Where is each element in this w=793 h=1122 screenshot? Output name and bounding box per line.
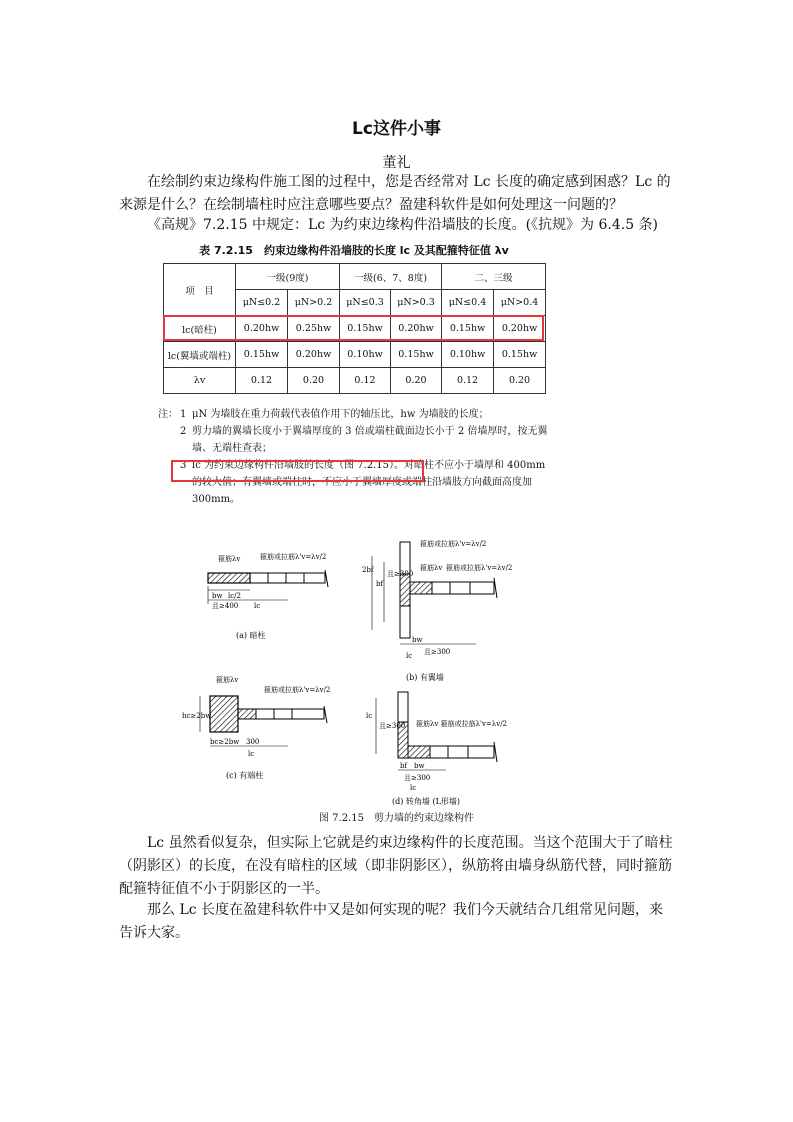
label-tie: 箍筋或拉筋λ'v=λv/2 bbox=[260, 553, 327, 561]
dim-label: bw bbox=[414, 762, 425, 770]
subheader: μN≤0.4 bbox=[442, 290, 494, 316]
boundary-element-figure bbox=[176, 532, 546, 808]
table-cell: 0.15hw bbox=[494, 342, 546, 368]
table-cell: 0.12 bbox=[340, 368, 391, 394]
notes-label: 注： bbox=[158, 409, 178, 420]
group-header: 二、三级 bbox=[442, 264, 546, 290]
label-tie: 箍筋或拉筋λ'v=λv/2 bbox=[446, 564, 513, 572]
group-header: 一级(6、7、8度) bbox=[340, 264, 442, 290]
dim-label: 且≥300 bbox=[424, 648, 451, 656]
subheader: μN≤0.2 bbox=[236, 290, 288, 316]
tie-zone bbox=[256, 709, 324, 719]
diagram-b bbox=[362, 539, 512, 682]
diagram-a bbox=[208, 552, 328, 640]
table-row bbox=[164, 368, 546, 394]
table-cell: 0.20 bbox=[391, 368, 442, 394]
table-cell: 0.15hw bbox=[391, 342, 442, 368]
tie-zone bbox=[432, 582, 494, 594]
author: 董礼 bbox=[382, 155, 411, 171]
group-header: 一级(9度) bbox=[236, 264, 340, 290]
dim-label: lc bbox=[366, 712, 373, 720]
dim-label: lc bbox=[254, 602, 261, 610]
diagram-caption: (b) 有翼墙 bbox=[406, 673, 444, 682]
dim-label: lc bbox=[410, 784, 417, 792]
table-cell: 0.12 bbox=[236, 368, 288, 394]
dim-label: lc bbox=[248, 750, 255, 758]
table-cell: 0.20hw bbox=[494, 316, 546, 342]
dim-label: bw bbox=[412, 636, 423, 644]
diagram-d bbox=[366, 692, 507, 806]
table-caption: 表 7.2.15 约束边缘构件沿墙肢的长度 lc 及其配箍特征值 λv bbox=[199, 244, 509, 257]
table-cell: 0.12 bbox=[442, 368, 494, 394]
label-tie: 箍筋或拉筋λ'v=λv/2 bbox=[264, 686, 331, 694]
table-header-row bbox=[164, 264, 546, 290]
subheader: μN≤0.3 bbox=[340, 290, 391, 316]
dim-label: bf bbox=[400, 762, 408, 770]
table-cell: 0.15hw bbox=[340, 316, 391, 342]
closing-paragraph: 那么 Lc 长度在盈建科软件中又是如何实现的呢？我们今天就结合几组常见问题，来告诉大家。 bbox=[119, 902, 664, 941]
hoop-zone bbox=[408, 746, 430, 758]
table-row bbox=[164, 342, 546, 368]
highlight-box bbox=[163, 315, 544, 341]
dim-label: bf bbox=[376, 580, 384, 588]
tie-zone bbox=[250, 573, 325, 583]
hoop-zone bbox=[238, 709, 256, 719]
table-cell: 0.10hw bbox=[340, 342, 391, 368]
table-cell: 0.25hw bbox=[288, 316, 340, 342]
label-hoop: 箍筋λv bbox=[420, 564, 443, 572]
table-cell: 0.15hw bbox=[236, 342, 288, 368]
table-cell: 0.15hw bbox=[442, 316, 494, 342]
label-hoop: 箍筋λv bbox=[218, 555, 241, 563]
dim-label: 且≥300 bbox=[404, 774, 431, 782]
row-label: lc(翼墙或端柱) bbox=[164, 342, 236, 368]
diagram-caption: (a) 暗柱 bbox=[236, 631, 266, 640]
highlight-box bbox=[171, 460, 424, 482]
dim-label: lc bbox=[406, 652, 413, 660]
note-item: 2 剪力墙的翼墙长度小于翼墙厚度的 3 倍或端柱截面边长小于 2 倍墙厚时，按无翼墙、无端柱查表； bbox=[180, 426, 548, 454]
table-notes bbox=[158, 406, 558, 508]
hoop-zone bbox=[410, 582, 432, 594]
explanation-paragraph: Lc 虽然看似复杂，但实际上它就是约束边缘构件的长度范围。当这个范围大于了暗柱（阴影区）的长度，在没有暗柱的区域（即非阴影区），纵筋将由墙身纵筋代替，同时箍筋配箍特征值不小于阴影区的一半。 bbox=[119, 835, 673, 897]
intro-paragraph: 在绘制约束边缘构件施工图的过程中，您是否经常对 Lc 长度的确定感到困惑？Lc 的来源是什么？在绘制墙柱时应注意哪些要点？盈建科软件是如何处理这一问题的？ bbox=[119, 174, 671, 213]
table-cell: 0.20hw bbox=[236, 316, 288, 342]
label-tie: 箍筋λv 箍筋或拉筋λ'v=λv/2 bbox=[416, 720, 507, 728]
code-reference-paragraph: 《高规》7.2.15 中规定：Lc 为约束边缘构件沿墙肢的长度。(《抗规》为 6.4.5 条) bbox=[147, 217, 659, 233]
dim-label: lc/2 bbox=[228, 592, 241, 600]
table-cell: 0.10hw bbox=[442, 342, 494, 368]
dim-label: 300 bbox=[246, 738, 260, 746]
subheader: μN>0.4 bbox=[494, 290, 546, 316]
hoop-zone bbox=[400, 574, 410, 606]
end-column bbox=[210, 696, 238, 732]
dim-label: bc≥2bw bbox=[210, 738, 240, 746]
note-item: 3 lc 为约束边缘构件沿墙肢的长度（图 7.2.15）。对暗柱不应小于墙厚和 400mm 的较大值；有翼墙或端柱时，不应小于翼墙厚度或端柱沿墙肢方向截面高度加 300mm。 bbox=[180, 460, 546, 505]
subheader: μN>0.2 bbox=[288, 290, 340, 316]
label-tie: 箍筋或拉筋λ'v=λv/2 bbox=[420, 540, 487, 548]
diagram-caption: (d) 转角墙 (L形墙) bbox=[392, 797, 461, 806]
table-cell: 0.20 bbox=[494, 368, 546, 394]
item-header: 项 目 bbox=[164, 264, 236, 316]
diagram-c bbox=[182, 675, 330, 780]
note-item: 注： 1 μN 为墙肢在重力荷载代表值作用下的轴压比，hw 为墙肢的长度； bbox=[158, 406, 558, 423]
dim-label: 且≥300 bbox=[387, 570, 414, 578]
dim-label: 且≥400 bbox=[212, 602, 239, 610]
tie-zone bbox=[430, 746, 494, 758]
row-label: λv bbox=[164, 368, 236, 394]
subheader: μN>0.3 bbox=[391, 290, 442, 316]
diagram-caption: (c) 有端柱 bbox=[226, 771, 264, 780]
dim-label: hc≥2bw bbox=[182, 712, 212, 720]
page-title: Lc这件小事 bbox=[352, 119, 441, 139]
table-cell: 0.20hw bbox=[288, 342, 340, 368]
row-label: lc(暗柱) bbox=[164, 316, 236, 342]
table-cell: 0.20hw bbox=[391, 316, 442, 342]
figure-caption: 图 7.2.15 剪力墙的约束边缘构件 bbox=[319, 813, 474, 824]
dim-label: bw bbox=[212, 592, 223, 600]
dim-label: 2bf bbox=[362, 566, 374, 574]
hoop-zone bbox=[208, 573, 250, 583]
table-cell: 0.20 bbox=[288, 368, 340, 394]
dim-label: 且≥300 bbox=[379, 722, 406, 730]
label-hoop: 箍筋λv bbox=[216, 676, 239, 684]
